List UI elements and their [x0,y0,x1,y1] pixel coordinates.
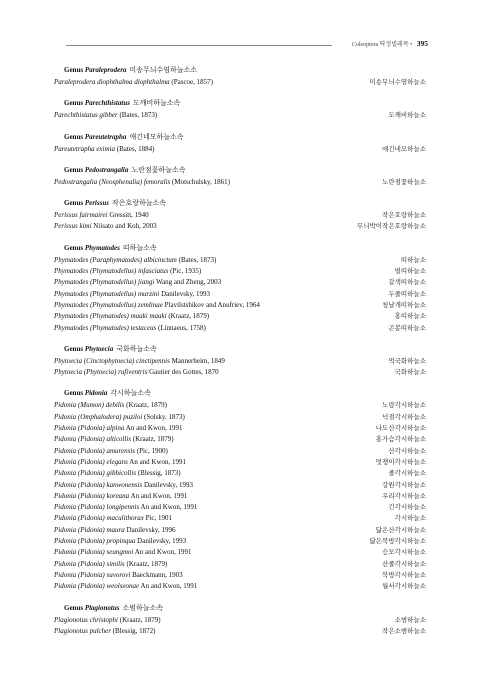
species-row [54,300,426,311]
species-name-block [54,367,219,378]
genus-heading [54,164,426,177]
species-name-block [54,468,181,479]
species-row [54,423,426,434]
korean-name: 미송무늬수염하늘소 [369,79,426,86]
genus-section [54,602,426,638]
korean-name: 벌띠하늘소 [394,268,426,276]
genus-name: Perissus [84,199,109,208]
species-name-block [54,177,230,188]
korean-name: 홍띠하늘소 [394,313,426,321]
species-author: Baeckmann, 1903 [132,570,183,579]
genus-label: Genus [64,165,85,174]
species-name-block [54,266,201,277]
korean-name: 나도산각시하늘소 [375,425,426,433]
species-row [54,502,426,513]
species-author: (Solsky, 1873) [144,412,185,421]
genus-name: Parechthistatus [84,99,130,108]
genus-name: Pedostrangalia [84,165,129,174]
scientific-name: Phymatodes (Phymatodellus) murzini [54,289,160,298]
genus-section [54,343,426,379]
species-row [54,277,426,288]
genus-label: Genus [64,603,85,612]
species-name-block [54,311,209,322]
genus-section [54,164,426,188]
species-row [54,615,426,626]
species-author: (Kraatz, 1879) [168,312,210,321]
scientific-name: Phymatodes (Paraphymatodes) albicinctum [54,255,177,264]
species-name-block [54,626,156,637]
species-row [54,581,426,592]
scientific-name: Phytoecia (Cinctophytoecia) cinctipennis [54,356,170,365]
genus-label: Genus [64,99,85,108]
species-author: (Kraatz, 1879) [126,559,168,568]
korean-name: 청날개띠하늘소 [382,301,426,309]
korean-name: 노랑각시하늘소 [382,402,426,410]
genus-heading [54,131,426,144]
korean-name: 멋쟁이각시하늘소 [375,458,426,466]
species-name-block [54,412,185,423]
genus-heading [54,343,426,356]
korean-name: 월서각시하늘소 [382,583,426,591]
genus-section [54,131,426,155]
species-name-block [54,581,197,592]
korean-name: 긴각시하늘소 [388,504,426,512]
scientific-name: Pidonia (Pidonia) propinqua [54,537,136,546]
species-author: (Pic, 1900) [136,446,168,455]
korean-name: 우리각시하늘소 [382,492,426,500]
korean-name: 국화하늘소 [394,369,426,377]
species-row [54,356,426,367]
species-row [54,412,426,423]
species-name-block [54,289,210,300]
species-author: Plavilstshikov and Anufriev, 1964 [164,300,260,309]
species-row [54,626,426,637]
species-author: An and Kwon, 1991 [134,548,192,557]
species-name-block [54,144,154,155]
genus-korean-name: 노란점꽃하늘소속 [131,165,186,174]
species-name-block [54,356,225,367]
scientific-name: Pidonia (Pidonia) elegans [54,457,128,466]
species-row [54,400,426,411]
genus-label: Genus [64,389,85,398]
species-author: (Linnaeus, 1758) [158,323,206,332]
species-row [54,289,426,300]
scientific-name: Pareutetrapha eximia [54,144,115,153]
korean-name: 산각시하늘소 [388,447,426,455]
scientific-name: Perissus kimi [54,222,92,231]
species-row [54,468,426,479]
page-number: 395 [416,39,428,48]
species-name-block [54,513,172,524]
species-name-block [54,434,174,445]
scientific-name: Pidonia (Pidonia) maculithorax [54,514,144,523]
species-row [54,311,426,322]
species-author: (Pic, 1935) [170,267,202,276]
header-rule [66,45,332,46]
korean-name: 닮은산각시하늘소 [375,526,426,534]
scientific-name: Pedostrangalia (Neosphenalia) femoralis [54,177,171,186]
species-author: Niisato and Koh, 2003 [93,222,157,231]
scientific-name: Pidonia (Pidonia) alpina [54,424,125,433]
species-author: (Bates, 1884) [116,144,155,153]
species-author: Danilevsky, 1996 [126,525,176,534]
species-author: (Kraatz, 1879) [126,401,167,410]
genus-section [54,242,426,334]
species-author: Danilevsky, 1993 [161,289,211,298]
species-author: Gressitt, 1940 [109,211,149,220]
genus-section [54,97,426,121]
scientific-name: Pidonia (Pidonia) alticollis [54,435,131,444]
genus-label: Genus [64,243,85,252]
species-name-block [54,400,167,411]
korean-name: 노란점꽃하늘소 [382,178,426,186]
species-author: An and Kwon, 1991 [140,503,198,512]
species-name-block [54,525,175,536]
genus-korean-name: 소범하늘소속 [122,603,164,612]
species-name-block [54,423,183,434]
section-title: Coleoptera 딱정벌레목 [351,42,409,48]
scientific-name: Phymatodes (Phymatodes) testaceus [54,323,157,332]
genus-name: Paraleprodera [84,66,127,74]
genus-heading [54,197,426,210]
korean-name: 북방각시하늘소 [382,571,426,579]
species-author: An and Kwon, 1991 [125,424,183,433]
genus-heading [54,387,426,400]
scientific-name: Pidonia (Pidonia) seungmoi [54,548,134,557]
korean-name: 승모각시하늘소 [382,549,426,557]
running-header [0,39,480,53]
genus-name: Pareutetrapha [84,132,127,141]
genus-name: Phymatodes [84,243,120,252]
species-name-block [54,323,206,334]
species-name-block [54,491,187,502]
species-row [54,536,426,547]
species-author: Pic, 1901 [145,514,173,523]
korean-name: 각시하늘소 [394,515,426,523]
species-row [54,323,426,334]
genus-label: Genus [64,66,85,74]
korean-name: 두줄띠하늘소 [388,290,426,298]
genus-korean-name: 미송무늬수염하늘소소 [129,66,198,74]
korean-name: 산줄각시하늘소 [382,560,426,568]
genus-heading [54,97,426,110]
scientific-name: Pidonia (Pidonia) weolseonae [54,582,140,591]
species-author: Mannerheim, 1849 [171,356,225,365]
species-row [54,480,426,491]
scientific-name: Pidonia (Pidonia) amurensis [54,446,136,455]
species-row [54,434,426,445]
scientific-name: Pidonia (Pidonia) maura [54,525,125,534]
species-author: An and Kwon, 1991 [130,491,188,500]
genus-korean-name: 애긴네모하늘소속 [129,132,184,141]
korean-name: 작은소범하늘소 [382,627,426,635]
species-author: Gautier des Gottes, 1870 [149,368,219,377]
genus-korean-name: 작은호랑하늘소속 [111,199,167,208]
scientific-name: Pidonia (Pidonia) suvorovi [54,570,131,579]
species-row [54,110,426,121]
genus-heading [54,242,426,255]
species-author: (Kraatz, 1879) [119,615,161,624]
korean-name: 곤봉띠하늘소 [388,324,426,332]
species-row [54,513,426,524]
genus-korean-name: 도깨비하늘소속 [132,99,181,108]
species-name-block [54,110,157,121]
scientific-name: Phymatodes (Phymatodellus) jiangi [54,278,155,287]
species-row [54,446,426,457]
species-row [54,491,426,502]
species-author: (Blessig, 1873) [137,469,181,478]
species-name-block [54,300,260,311]
species-author: (Kraatz, 1879) [132,435,174,444]
species-row [54,177,426,188]
korean-name: 띠하늘소 [400,256,426,264]
species-name-block [54,536,186,547]
species-author: Wang and Zheng, 2003 [155,278,222,287]
species-list [54,64,426,646]
korean-name: 넉점각시하늘소 [382,413,426,421]
species-row [54,210,426,221]
genus-heading [54,602,426,615]
species-author: (Pascoe, 1857) [171,78,213,86]
korean-name: 애긴네모하늘소 [382,145,426,153]
species-author: An and Kwon, 1991 [140,582,198,591]
species-row [54,266,426,277]
header-text [352,39,428,48]
korean-name: 닮은북방각시하늘소 [369,538,426,546]
scientific-name: Pidonia (Pidonia) similis [54,559,125,568]
scientific-name: Pidonia (Mumon) debilis [54,401,125,410]
genus-korean-name: 국화하늘소속 [116,344,157,353]
genus-korean-name: 각시하늘소속 [110,389,151,398]
header-bullet: • [410,42,413,48]
korean-name: 홍가슴각시하늘소 [375,436,426,444]
species-row [54,221,426,232]
species-author: Danilevsky, 1993 [137,537,187,546]
species-name-block [54,77,213,88]
species-author: (Bates, 1873) [178,255,217,264]
genus-label: Genus [64,132,85,141]
genus-name: Phytoecia [84,344,114,353]
korean-name: 줄각시하늘소 [388,470,426,478]
species-author: (Bates, 1873) [119,111,158,120]
scientific-name: Plagionotus christophi [54,615,118,624]
scientific-name: Phytoecia (Phytoecia) rufiventris [54,368,148,377]
species-name-block [54,457,186,468]
species-row [54,77,426,88]
korean-name: 소범하늘소 [394,616,426,624]
scientific-name: Pidonia (Pidonia) longipennis [54,503,140,512]
genus-label: Genus [64,199,85,208]
scientific-name: Pidonia (Pidonia) gibbicollis [54,469,137,478]
species-name-block [54,502,197,513]
scientific-name: Perissus fairmairei [54,211,108,220]
genus-label: Genus [64,344,85,353]
species-row [54,547,426,558]
scientific-name: Pidonia (Pidonia) koreana [54,491,130,500]
genus-section [54,387,426,592]
species-author: An and Kwon, 1991 [129,457,187,466]
species-row [54,570,426,581]
korean-name: 갈색띠하늘소 [388,279,426,287]
species-row [54,559,426,570]
species-name-block [54,615,161,626]
scientific-name: Plagionotus pulcher [54,626,111,635]
genus-name: Pidonia [84,389,108,398]
species-row [54,367,426,378]
species-row [54,525,426,536]
genus-korean-name: 띠하늘소속 [122,243,157,252]
scientific-name: Pidonia (Omphalodera) puziloi [54,412,143,421]
species-name-block [54,210,149,221]
korean-name: 먹국화하늘소 [388,357,426,365]
scientific-name: Pidonia (Pidonia) kanwonensis [54,480,143,489]
species-name-block [54,559,167,570]
species-row [54,255,426,266]
species-name-block [54,255,216,266]
korean-name: 작은호랑하늘소 [382,212,426,220]
species-author: Danilevsky, 1993 [144,480,193,489]
korean-name: 도깨비하늘소 [388,112,426,120]
species-name-block [54,277,221,288]
scientific-name: Phymatodes (Phymatodellus) zemlinae [54,300,163,309]
genus-heading [54,64,426,77]
korean-name: 무늬박이작은호랑하늘소 [356,223,426,231]
species-row [54,457,426,468]
species-name-block [54,547,191,558]
scientific-name: Parechthistatus gibber [54,111,118,120]
species-name-block [54,446,168,457]
species-row [54,144,426,155]
species-name-block [54,221,157,232]
species-author: (Blessig, 1872) [112,626,156,635]
scientific-name: Phymatodes (Phymatodes) maaki maaki [54,312,167,321]
genus-section [54,64,426,88]
korean-name: 강원각시하늘소 [382,481,426,489]
genus-name: Plagionotus [84,603,120,612]
scientific-name: Phymatodes (Phymatodellus) infasciatus [54,267,169,276]
scientific-name: Paraleprodera diophthalma diophthalma [54,78,170,86]
species-name-block [54,570,183,581]
species-author: (Motschulsky, 1861) [172,177,230,186]
genus-section [54,197,426,233]
species-name-block [54,480,193,491]
